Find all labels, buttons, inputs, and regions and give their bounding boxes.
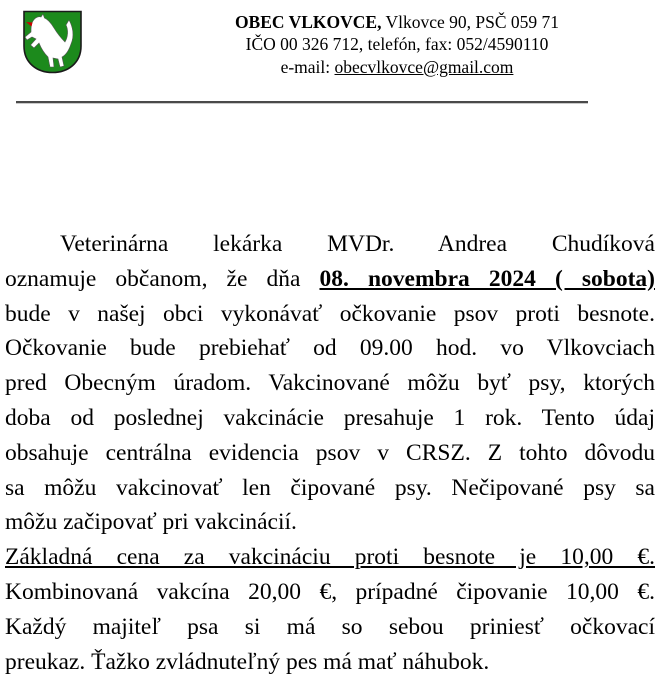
letterhead-text: [134, 11, 660, 78]
body-segment: preukaz. Ťažko zvládnuteľný pes má mať náhubok.: [5, 648, 490, 675]
header-divider: [16, 101, 588, 104]
body-text: [5, 227, 655, 679]
body-line: [5, 645, 655, 680]
org-address: Vlkovce 90, PSČ 059 71: [381, 12, 560, 32]
email-label: e-mail:: [280, 56, 335, 77]
body-segment: Každý majiteľ psa si má so sebou priniesť očkovací: [5, 613, 655, 640]
body-segment: pred Obecným úradom. Vakcinované môžu byť psy, ktorých: [5, 370, 655, 397]
municipal-crest-icon: [22, 10, 83, 74]
body-line: [5, 366, 655, 401]
body-line: [5, 610, 655, 645]
body-segment: obsahuje centrálna evidencia psov v CRSZ. Z tohto dôvodu: [5, 439, 655, 466]
body-line: [5, 331, 655, 366]
body-segment: môžu začipovať pri vakcinácií.: [5, 509, 297, 536]
body-line: [5, 505, 655, 540]
body-line: [5, 471, 655, 506]
body-segment: sa môžu vakcinovať len čipované psy. Nečipované psy sa: [5, 474, 655, 501]
body-segment: Očkovanie bude prebiehať od 09.00 hod. vo Vlkovciach: [5, 335, 655, 362]
body-line: [5, 297, 655, 332]
org-email-line: [134, 56, 660, 78]
body-segment: doba od poslednej vakcinácie presahuje 1 rok. Tento údaj: [5, 404, 655, 431]
highlighted-date: 08. novembra 2024 ( sobota): [319, 265, 655, 292]
body-segment: bude v našej obci vykonávať očkovanie psov proti besnote.: [5, 300, 655, 327]
org-contact-line: IČO 00 326 712, telefón, fax: 052/4590110: [245, 34, 549, 55]
org-name: OBEC VLKOVCE,: [234, 12, 382, 32]
body-line: [5, 227, 655, 262]
body-line: [5, 575, 655, 610]
body-segment: Veterinárna lekárka MVDr. Andrea Chudíková: [60, 231, 655, 257]
body-segment: Základná cena za vakcináciu proti besnote je 10,00 €.: [5, 544, 655, 571]
body-line: [5, 262, 655, 297]
body-line: [5, 401, 655, 436]
body-segment: Kombinovaná vakcína 20,00 €, prípadné čipovanie 10,00 €.: [5, 578, 655, 605]
body-line: [5, 540, 655, 575]
org-name-line: [134, 11, 660, 33]
email-link[interactable]: obecvlkovce@gmail.com: [334, 56, 514, 77]
body-segment: oznamuje občanom, že dňa: [5, 265, 320, 292]
body-line: [5, 436, 655, 471]
